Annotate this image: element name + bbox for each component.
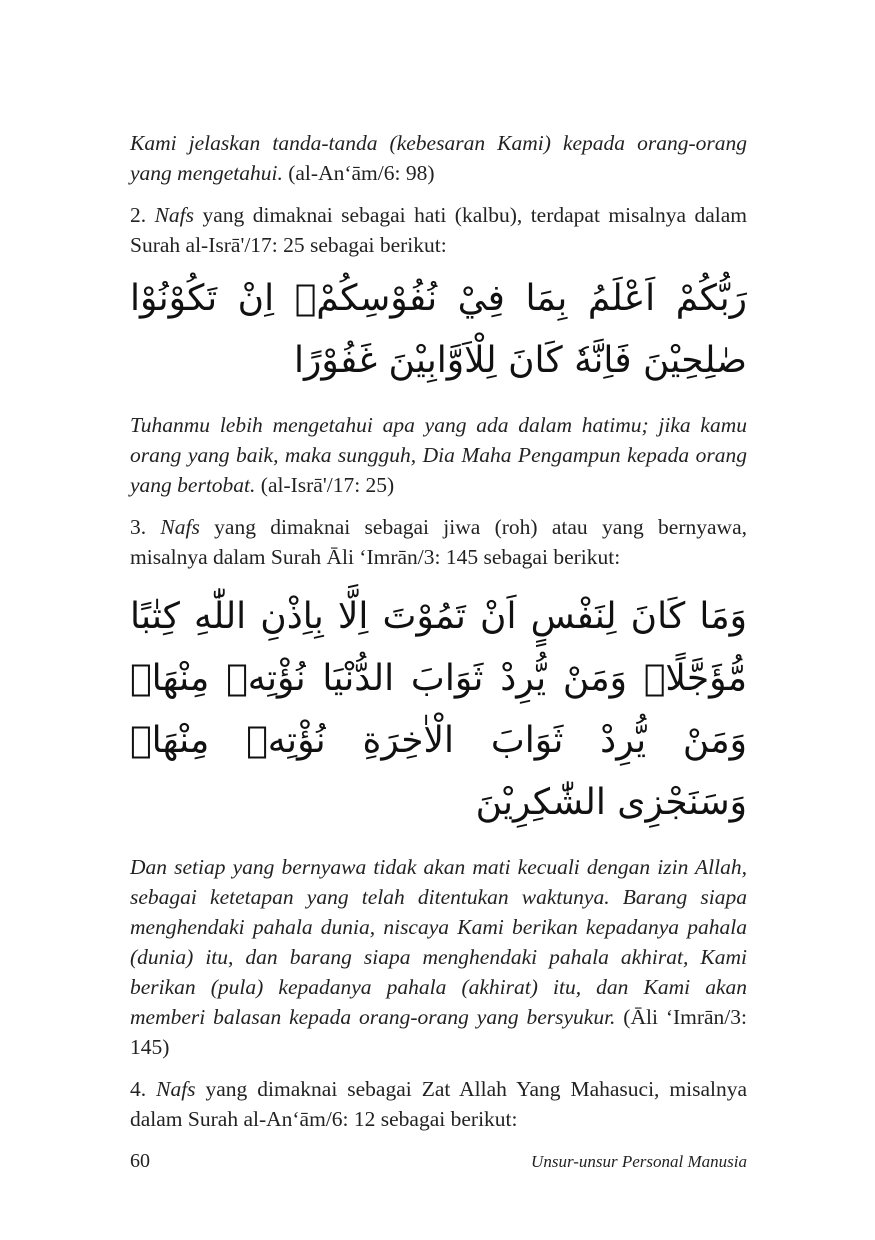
translation-text: Dan setiap yang bernyawa tidak akan mati kecuali dengan izin Allah, sebagai ketetapan yang telah ditentukan waktunya. Barang siapa menghendaki pahala dunia, niscaya Kami berikan kepadanya pahala (dunia) itu, dan barang siapa menghendaki pahala akhirat, Kami berikan (pula) kepadanya pahala (akhirat) itu, dan Kami akan memberi balasan kepada orang-orang yang bersyukur.: [130, 855, 747, 1029]
list-number: 2.: [130, 203, 155, 227]
page-footer: [130, 1150, 747, 1173]
translation-an-am-98: [130, 128, 747, 188]
list-number: 4.: [130, 1077, 157, 1101]
term-nafs: Nafs: [154, 203, 195, 227]
point-4-nafs-essence: [130, 1074, 747, 1134]
arabic-verse-ali-imran-145: وَمَا كَانَ لِنَفْسٍ اَنْ تَمُوْتَ اِلَّا بِاِذْنِ اللّٰهِ كِتٰبًا مُّؤَجَّلًاۗ وَمَنْ يُّرِدْ ثَوَابَ الدُّنْيَا نُؤْتِهٖ مِنْهَاۚ وَمَنْ يُّرِدْ ثَوَابَ الْاٰخِرَةِ نُؤْتِهٖ مِنْهَاۗ وَسَنَجْزِى الشّٰكِرِيْنَ: [130, 596, 747, 823]
verse-reference: (al-An‘ām/6: 98): [282, 161, 435, 185]
list-number: 3.: [130, 515, 161, 539]
arabic-verse-al-isra-25: رَبُّكُمْ اَعْلَمُ بِمَا فِيْ نُفُوْسِكُمْۗ اِنْ تَكُوْنُوْا صٰلِحِيْنَ فَاِنَّهٗ كَانَ لِلْاَوَّابِيْنَ غَفُوْرًا: [130, 278, 747, 381]
point-3-nafs-soul: [130, 512, 747, 572]
translation-text: Kami jelaskan tanda-tanda (kebesaran Kami) kepada orang-orang yang mengetahui.: [130, 131, 747, 185]
page-body: [130, 128, 747, 1134]
translation-text: Tuhanmu lebih mengetahui apa yang ada dalam hatimu; jika kamu orang yang baik, maka sungguh, Dia Maha Pengampun kepada orang yang bertobat.: [130, 413, 747, 497]
term-nafs: Nafs: [156, 1077, 196, 1101]
term-nafs: Nafs: [160, 515, 200, 539]
point-text: yang dimaknai sebagai Zat Allah Yang Mahasuci, misalnya dalam Surah al-An‘ām/6: 12 sebagai berikut:: [130, 1077, 748, 1131]
point-2-nafs-heart: [130, 200, 747, 260]
running-title: Unsur-unsur Personal Manusia: [531, 1152, 747, 1171]
verse-reference: (al-Isrā'/17: 25): [255, 473, 395, 497]
translation-al-isra-25: [130, 410, 747, 500]
point-text: yang dimaknai sebagai hati (kalbu), terdapat misalnya dalam Surah al-Isrā'/17: 25 sebagai berikut:: [130, 203, 747, 257]
page-number: 60: [130, 1150, 150, 1172]
point-text: yang dimaknai sebagai jiwa (roh) atau yang bernyawa, misalnya dalam Surah Āli ‘Imrān/3: 145 sebagai berikut:: [130, 515, 747, 569]
translation-ali-imran-145: [130, 852, 747, 1062]
verse-reference: (Āli ‘Imrān/3: 145): [130, 1005, 748, 1059]
